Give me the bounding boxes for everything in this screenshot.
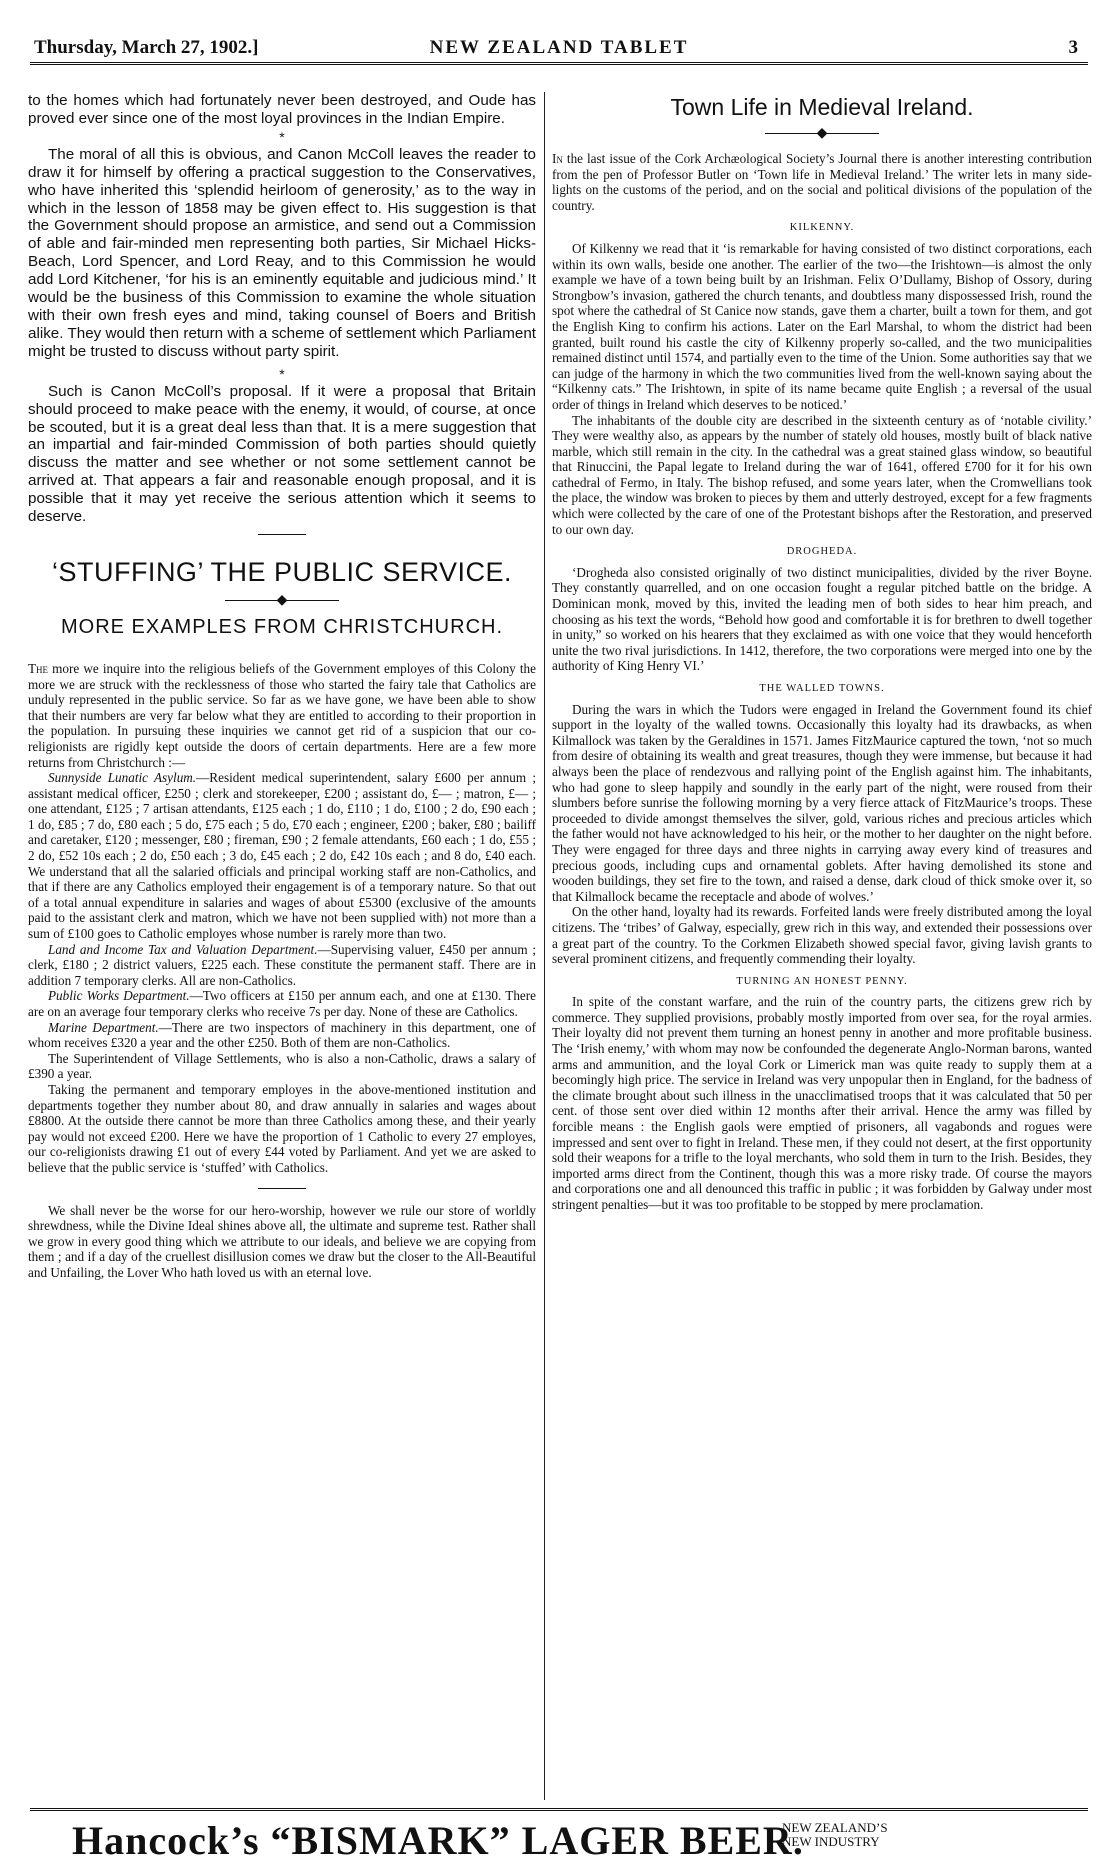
article-intro: In the last issue of the Cork Archæological Society’s Journal there is another interesting contribution from the pen of Professor Butler on ‘Town life in Medieval Ireland.’ The writer lets in many side-lights on the customs of the period, and on the social and political divisions of the population of the country. [552,151,1092,213]
issue-date: Thursday, March 27, 1902.] [34,37,259,58]
works-paragraph: Public Works Department.—Two officers at £150 per annum each, and one at £130. There are on an average four temporary clerks who receive 7s per day. None of these are Catholics. [28,988,536,1019]
asylum-paragraph: Sunnyside Lunatic Asylum.—Resident medical superintendent, salary £600 per annum ; assistant medical officer, £250 ; clerk and storekeeper, £200 ; assistant do, £— ; matron, £— ; one attendant, £125 ; 7 artisan attendants, £125 each ; 1 do, £110 ; 1 do, £100 ; 2 do, £90 each ; 1 do, £85 ; 7 do, £80 each ; 5 do, £75 each ; 5 do, £70 each ; engineer, £200 ; baker, £80 ; bailiff and caretaker, £120 ; messenger, £80 ; fireman, £90 ; 2 female attendants, £60 each ; 1 do, £55 ; 2 do, £52 10s each ; 2 do, £50 each ; 3 do, £45 each ; 2 do, £42 10s each ; and 8 do, £40 each. We understand that all the salaried officials and principal working staff are non-Catholics, and that if there are any Catholics employed their engagement is of a temporary nature. So that out of a total annual expenditure in salaries and wages of about £5300 (exclusive of the amounts paid to the assistant clerk and matron, which we have not been supplied with) not more than a sum of £100 goes to Catholic employes whose number is rarely more than two. [28,770,536,942]
diamond-icon: ◆ [276,592,288,608]
section-subtitle: MORE EXAMPLES FROM CHRISTCHURCH. [60,615,504,638]
department-label: Land and Income Tax and Valuation Department. [48,941,318,957]
right-column [552,92,1092,1812]
subheading-walled-towns: THE WALLED TOWNS. [759,683,885,694]
drogheda-paragraph: ‘Drogheda also consisted originally of two distinct municipalities, divided by the river Boyne. They constantly quarrelled, and on one occasion fought a regular pitched battle on the bridge. A Dominican monk, moved by this, invited the leading men of both sides to hear him preach, and choosing as his text the words, “Behold how good and comfortable it is for brethren to dwell together in unity,” so worked on his hearers that they exclaimed as with one voice that they would henceforth unite the two rival jurisdictions. In 1412, therefore, the two corporations were merged into one by the authority of King Henry VI.’ [552,564,1092,674]
section-divider [258,1188,306,1189]
section-star: * [279,365,285,382]
beer-advert: Hancock’s “BISMARK” LAGER BEER. [72,1818,804,1863]
article-title: Town Life in Medieval Ireland. [670,94,974,120]
advert-tagline: NEW ZEALAND’S NEW INDUSTRY [782,1820,888,1849]
mccoll-article [28,92,536,526]
lead-word: The [28,660,49,676]
summary-paragraph: Taking the permanent and temporary employes in the above-mentioned institution and departments together they number about 80, and draw annually in salaries and wages about £8800. At the outside there cannot be more than three Catholics among these, and their yearly pay would not exceed £200. Here we have the proportion of 1 Catholic to every 27 employes, our co-religionists drawing £1 out of every £44 voted by Parliament. And yet we are asked to believe that the public service is ‘stuffed’ with Catholics. [28,1081,536,1175]
section-title: ‘STUFFING’ THE PUBLIC SERVICE. [51,556,513,587]
section-divider [258,534,306,535]
page-number: 3 [1068,37,1078,58]
department-label: Public Works Department. [48,988,190,1004]
title-ornament [28,594,536,608]
diamond-icon: ◆ [816,126,828,141]
marine-paragraph: Marine Department.—There are two inspectors of machinery in this department, one of whom receives £320 a year and the other £250. Both of them are non-Catholics. [28,1019,536,1051]
subheading-honest-penny: TURNING AN HONEST PENNY. [736,975,908,987]
land-paragraph: Land and Income Tax and Valuation Department.—Supervising valuer, £450 per annum ; clerk, £180 ; 2 district valuers, £225 each. These constitute the permanent staff. There are in addition 7 temporary clerks. All are non-Catholics. [28,941,536,988]
article-intro: The more we inquire into the religious beliefs of the Government employes of this Colony the more we are struck with the recklessness of those who started the fairy tale that Catholics are unduly represented in the public service. So far as we have gone, we have been able to show that their numbers are very far below what they are entitled to according to their proportion in the population. In pursuing these inquiries we cannot get rid of a suspicion that our co-religionists are rigidly kept outside the doors of certain departments. Here are a few more returns from Christchurch :— [28,660,536,770]
hero-paragraph: We shall never be the worse for our hero-worship, however we rule our store of worldly shrewdness, while the Divine Ideal shines above all, the ultimate and supreme test. Rather shall we grow in every good thing which we attribute to our ideals, and believe we are copying from them ; and if a day of the cruellest disillusion comes we draw but the closer to the All-Beautiful and Unfailing, the Lover Who hath loved us with an eternal love. [28,1202,536,1280]
kilkenny-paragraph: The inhabitants of the double city are described in the sixteenth century as of ‘notable civility.’ They were wealthy also, as appears by the number of stately old houses, mostly built of black native marble, which still remain in the city. In the cathedral was a great stained glass window, so beautiful that Rinuccini, the Papal legate to Ireland during the war of 1641, offered £700 for it for his own cathedral of Fermo, in Italy. The bishop refused, and some years later, when the Cromwellians took the place, the window was broken to pieces by them and utterly destroyed, except for a few fragments which were collected by the care of one of the Protestant bishops after the Restoration, and preserved to our own day. [552,412,1092,537]
village-paragraph: The Superintendent of Village Settlements, who is also a non-Catholic, draws a salary of £390 a year. [28,1050,536,1082]
advertisement-banner [30,1808,1088,1863]
department-label: Marine Department. [48,1019,159,1035]
walled-paragraph: On the other hand, loyalty had its rewards. Forfeited lands were freely distributed among the loyal citizens. The ‘tribes’ of Galway, especially, grew rich in this way, and extended their possessions over a great part of the country. To the Corkmen Elizabeth showed special favor, giving lavish grants to several prominent citizens, and frequently commending their loyalty. [552,904,1092,967]
left-column [28,92,536,1812]
intro-paragraph: to the homes which had fortunately never been destroyed, and Oude has proved ever since one of the most loyal provinces in the Indian Empire. [28,92,536,127]
kilkenny-paragraph: Of Kilkenny we read that it ‘is remarkable for having consisted of two distinct corporations, each within its own walls, beside one another. The earlier of the two—the Irishtown—is almost the only example we have of a town being built by an Irishman. Felix O’Dullamy, Bishop of Ossory, during Strongbow’s invasion, gathered the church tenants, and doubtless many dispossessed Irish, round the spot where the cathedral of St Canice now stands, gave them a charter, built a town for them, and got the English King to confirm his actions. Later on the Earl Marshal, to whom the district had been granted, built round his castle the city of Kilkenny properly so-called, and the two municipalities remained distinct until 1574, and partially even to the time of the Union. Some authorities say that we can judge of the harmony in which the two communities lived from the well-known saying about the “Kilkenny cats.” The Irishtown, in spite of its name became quite English ; a reversal of the usual order of things in Ireland which deserves to be noticed.’ [552,240,1092,412]
column-divider [544,92,545,1800]
moral-paragraph: The moral of all this is obvious, and Canon McColl leaves the reader to draw it for himself by offering a practical suggestion to the Conservatives, who have inherited this ‘splendid heirloom of generosity,’ as to the way in which in the lesson of 1858 may be given effect to. His suggestion is that the Government should propose an armistice, and send out a Commission of able and fair-minded men representing both parties, Sir Michael Hicks-Beach, Lord Spencer, and Lord Reay, and to this Commission he would add Lord Kitchener, ‘for his is an eminently equitable and judicious mind.’ It would be the business of this Commission to examine the whole situation with their own fresh eyes and mind, taking counsel of Boers and British alike. They would then return with a scheme of settlement which Parliament might be trusted to discuss without party spirit. [28,145,536,360]
stuffing-article [28,661,536,1176]
title-ornament [552,127,1092,141]
penny-paragraph: In spite of the constant warfare, and the ruin of the country parts, the citizens grew rich by commerce. They supplied provisions, probably mostly imported from over sea, for the royal armies. Their loyalty did not prevent them turning an honest penny in another and more profitable business. The ‘Irish enemy,’ with whom may now be confounded the degenerate Anglo-Norman barons, wanted arms and ammunition, and the loyal Cork or Limerick man was quite ready to supply them at a becomingly high price. The service in Ireland was very unpopular then in England, for the badness of the climate brought about such illness in the unacclimatised troops that it was calculated that 50 per cent. of those sent over died within 12 months after their arrival. Hence the army was filled by forcible means : the English gaols were emptied of prisoners, all vagabonds and rogues were impressed and sent over to fight in Ireland. These men, if they could not desert, at the first opportunity sold their weapons for a trifle to the loyal merchants, who sold them in turn to the Irish. Besides, they imported arms direct from the Continent, though this was a more risky trade. Of course the mayors and corporations one and all denounced this traffic in public ; it was forbidden by Galway under most stringent penalties—but it was too profitable to be stopped by mere proclamation. [552,994,1092,1212]
section-star: * [279,128,285,145]
subheading-kilkenny: KILKENNY. [789,222,855,234]
subheading-drogheda: DROGHEDA. [786,546,858,558]
proposal-paragraph: Such is Canon McColl’s proposal. If it were a proposal that Britain should proceed to make peace with the enemy, it would, of course, at once be scouted, but it is a great deal less than that. It is a mere suggestion that an impartial and fair-minded Commission of both parties should quietly discuss the matter and see whether or not some settlement cannot be arrived at. That appears a fair and reasonable enough proposal, and it is possible that it may yet receive the serious attention which it seems to deserve. [28,382,536,526]
walled-paragraph: During the wars in which the Tudors were engaged in Ireland the Government found its chief support in the loyalty of the walled towns. Occasionally this loyalty had its drawbacks, as when Kilmallock was taken by the Geraldines in 1571. James FitzMaurice captured the town, ‘not so much from desire of obtaining its wealth and great treasures, though they were immense, but because it had always been the place of rendezvous and rallying point of the English against him. The inhabitants, who had gone to sleep happily and soundly in the early part of the night, were roused from their slumbers before sunrise the following morning by a very fierce attack of FitzMaurice’s troops. These proceeded to divide amongst themselves the silver, gold, various riches and precious articles which the father would not have acknowledged to his heir, or the mother to her daughter on the night before. They were engaged for three days and three nights in carrying away every kind of treasures and precious goods, including cups and ornamental goblets. After having demolished its stone and wooden buildings, they set fire to the town, and raised a dense, dark cloud of thick smoke over it, so that Kilmallock became the receptacle and abode of wolves.’ [552,701,1092,904]
lead-word: In [552,151,563,166]
page-header [30,28,1088,65]
publication-title: NEW ZEALAND TABLET [429,37,689,58]
town-life-article [552,151,1092,1213]
hero-worship-article [28,1203,536,1281]
department-label: Sunnyside Lunatic Asylum. [48,770,197,786]
